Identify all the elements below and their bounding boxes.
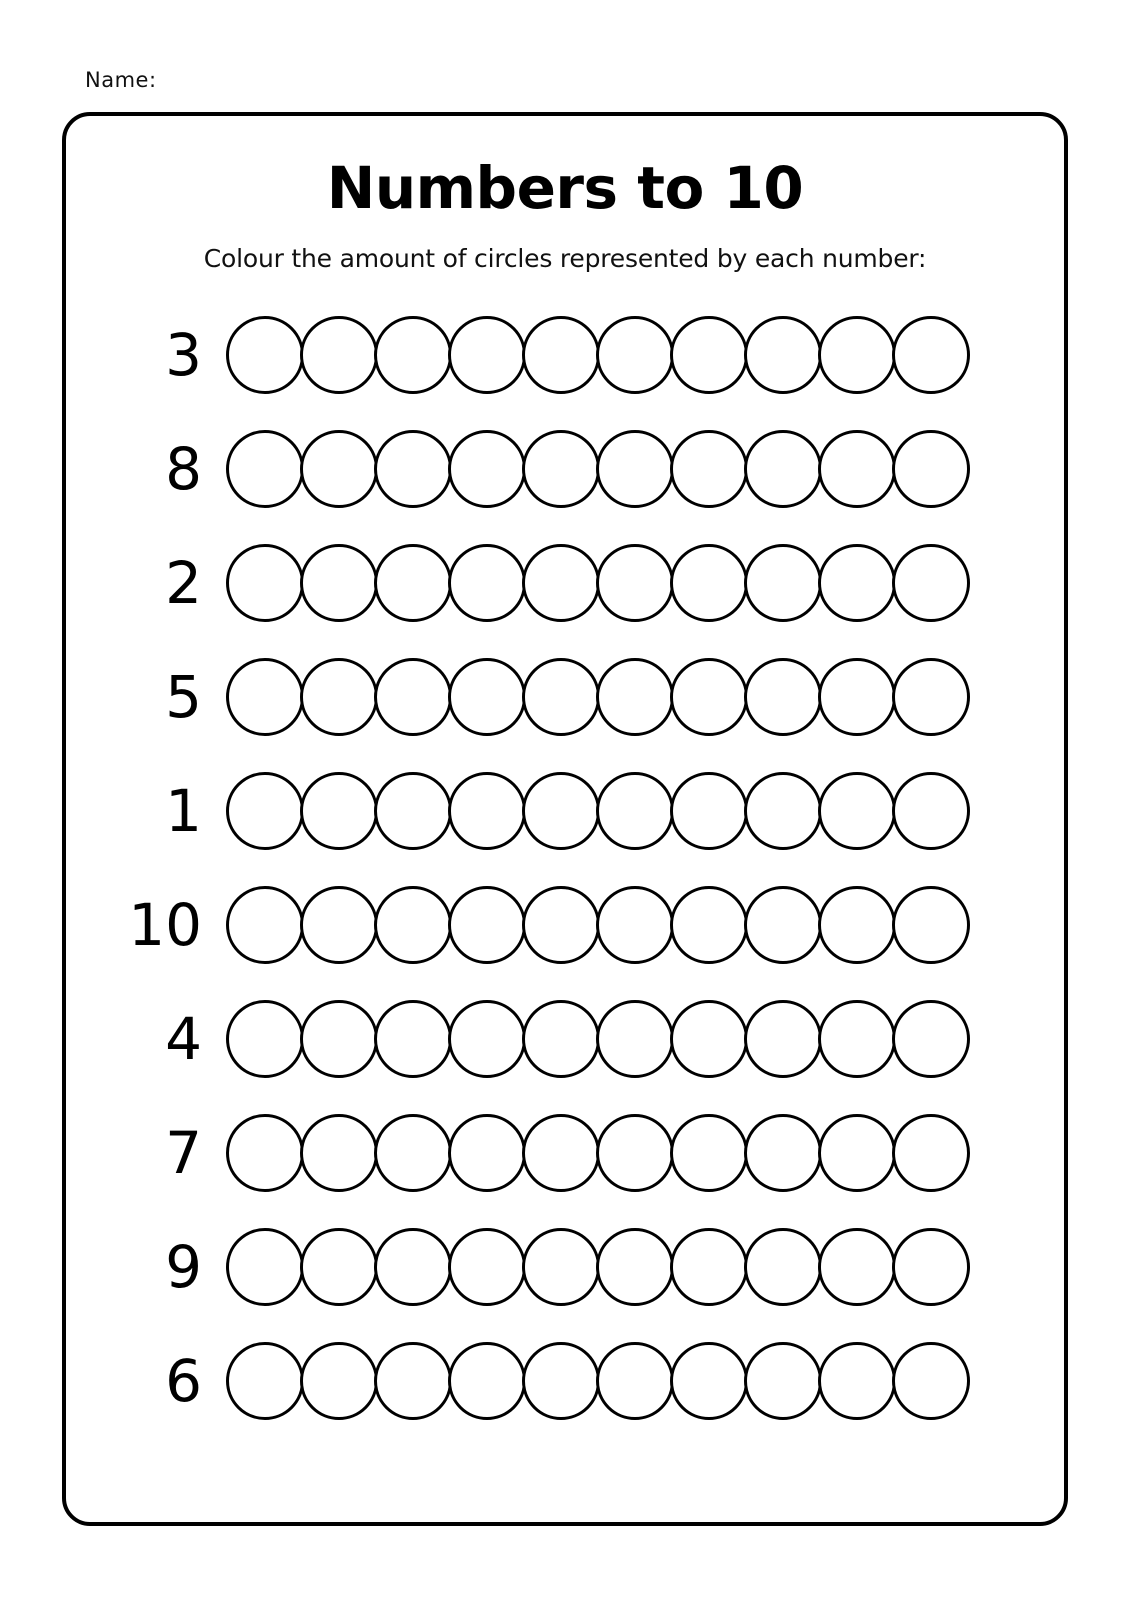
colour-circle[interactable]: [300, 1228, 378, 1306]
colour-circle[interactable]: [596, 316, 674, 394]
colour-circle[interactable]: [448, 544, 526, 622]
worksheet-row: [66, 868, 1064, 982]
colour-circle[interactable]: [300, 772, 378, 850]
colour-circle[interactable]: [744, 430, 822, 508]
colour-circle[interactable]: [448, 772, 526, 850]
colour-circle[interactable]: [374, 1342, 452, 1420]
worksheet-row: [66, 412, 1064, 526]
colour-circle[interactable]: [596, 1228, 674, 1306]
colour-circle[interactable]: [670, 544, 748, 622]
worksheet-row: [66, 1324, 1064, 1438]
colour-circle[interactable]: [818, 1342, 896, 1420]
colour-circle[interactable]: [374, 430, 452, 508]
colour-circle[interactable]: [892, 1342, 970, 1420]
row-number: 1: [165, 777, 202, 845]
colour-circle[interactable]: [818, 1114, 896, 1192]
colour-circle[interactable]: [818, 886, 896, 964]
colour-circle[interactable]: [448, 1342, 526, 1420]
colour-circle[interactable]: [522, 544, 600, 622]
circle-group: [226, 544, 1064, 622]
colour-circle[interactable]: [744, 1114, 822, 1192]
colour-circle[interactable]: [818, 658, 896, 736]
colour-circle[interactable]: [818, 1228, 896, 1306]
circle-group: [226, 1342, 1064, 1420]
colour-circle[interactable]: [448, 316, 526, 394]
worksheet-row: [66, 982, 1064, 1096]
colour-circle[interactable]: [670, 658, 748, 736]
row-number: 6: [165, 1347, 202, 1415]
colour-circle[interactable]: [892, 1228, 970, 1306]
colour-circle[interactable]: [818, 430, 896, 508]
colour-circle[interactable]: [744, 886, 822, 964]
colour-circle[interactable]: [892, 430, 970, 508]
colour-circle[interactable]: [892, 772, 970, 850]
page-title: Numbers to 10: [326, 154, 804, 222]
colour-circle[interactable]: [596, 658, 674, 736]
row-number: 10: [128, 891, 202, 959]
colour-circle[interactable]: [226, 1114, 304, 1192]
circle-group: [226, 886, 1064, 964]
colour-circle[interactable]: [522, 658, 600, 736]
colour-circle[interactable]: [374, 1000, 452, 1078]
row-number: 5: [165, 663, 202, 731]
row-number: 7: [165, 1119, 202, 1187]
colour-circle[interactable]: [522, 886, 600, 964]
worksheet-row: [66, 526, 1064, 640]
colour-circle[interactable]: [744, 1342, 822, 1420]
circle-group: [226, 430, 1064, 508]
colour-circle[interactable]: [892, 544, 970, 622]
colour-circle[interactable]: [300, 1000, 378, 1078]
colour-circle[interactable]: [226, 886, 304, 964]
circle-group: [226, 316, 1064, 394]
circle-group: [226, 1228, 1064, 1306]
colour-circle[interactable]: [226, 1000, 304, 1078]
colour-circle[interactable]: [374, 772, 452, 850]
colour-circle[interactable]: [892, 886, 970, 964]
colour-circle[interactable]: [744, 1000, 822, 1078]
worksheet-row: [66, 754, 1064, 868]
circle-group: [226, 658, 1064, 736]
colour-circle[interactable]: [226, 544, 304, 622]
colour-circle[interactable]: [448, 430, 526, 508]
colour-circle[interactable]: [522, 430, 600, 508]
colour-circle[interactable]: [522, 772, 600, 850]
colour-circle[interactable]: [374, 544, 452, 622]
colour-circle[interactable]: [226, 1342, 304, 1420]
colour-circle[interactable]: [744, 772, 822, 850]
colour-circle[interactable]: [596, 430, 674, 508]
colour-circle[interactable]: [596, 1000, 674, 1078]
colour-circle[interactable]: [744, 1228, 822, 1306]
colour-circle[interactable]: [522, 1000, 600, 1078]
colour-circle[interactable]: [596, 1342, 674, 1420]
colour-circle[interactable]: [818, 544, 896, 622]
instruction-text: Colour the amount of circles represented by each number:: [203, 244, 927, 273]
colour-circle[interactable]: [226, 430, 304, 508]
colour-circle[interactable]: [300, 1342, 378, 1420]
circle-group: [226, 772, 1064, 850]
worksheet-row: [66, 1096, 1064, 1210]
colour-circle[interactable]: [374, 658, 452, 736]
worksheet-row: [66, 1210, 1064, 1324]
row-number: 3: [165, 321, 202, 389]
colour-circle[interactable]: [596, 886, 674, 964]
colour-circle[interactable]: [300, 1114, 378, 1192]
colour-circle[interactable]: [670, 1114, 748, 1192]
colour-circle[interactable]: [892, 1000, 970, 1078]
colour-circle[interactable]: [226, 1228, 304, 1306]
colour-circle[interactable]: [300, 886, 378, 964]
colour-circle[interactable]: [670, 1228, 748, 1306]
colour-circle[interactable]: [448, 886, 526, 964]
colour-circle[interactable]: [522, 1342, 600, 1420]
name-label: Name:: [85, 68, 157, 92]
colour-circle[interactable]: [670, 316, 748, 394]
colour-circle[interactable]: [670, 1000, 748, 1078]
colour-circle[interactable]: [448, 1000, 526, 1078]
colour-circle[interactable]: [892, 316, 970, 394]
colour-circle[interactable]: [522, 1228, 600, 1306]
colour-circle[interactable]: [744, 544, 822, 622]
colour-circle[interactable]: [226, 316, 304, 394]
row-number: 4: [165, 1005, 202, 1073]
colour-circle[interactable]: [744, 658, 822, 736]
circle-group: [226, 1114, 1064, 1192]
worksheet-row: [66, 640, 1064, 754]
colour-circle[interactable]: [670, 430, 748, 508]
colour-circle[interactable]: [374, 1114, 452, 1192]
colour-circle[interactable]: [448, 1228, 526, 1306]
colour-circle[interactable]: [892, 658, 970, 736]
circle-group: [226, 1000, 1064, 1078]
colour-circle[interactable]: [892, 1114, 970, 1192]
colour-circle[interactable]: [818, 316, 896, 394]
colour-circle[interactable]: [596, 772, 674, 850]
row-number: 2: [165, 549, 202, 617]
colour-circle[interactable]: [226, 658, 304, 736]
colour-circle[interactable]: [670, 772, 748, 850]
colour-circle[interactable]: [744, 316, 822, 394]
row-number: 8: [165, 435, 202, 503]
colour-circle[interactable]: [300, 658, 378, 736]
colour-circle[interactable]: [448, 658, 526, 736]
colour-circle[interactable]: [596, 544, 674, 622]
colour-circle[interactable]: [374, 886, 452, 964]
colour-circle[interactable]: [300, 544, 378, 622]
colour-circle[interactable]: [670, 1342, 748, 1420]
colour-circle[interactable]: [374, 1228, 452, 1306]
exercise-rows: [66, 298, 1064, 1438]
colour-circle[interactable]: [522, 316, 600, 394]
colour-circle[interactable]: [522, 1114, 600, 1192]
colour-circle[interactable]: [448, 1114, 526, 1192]
colour-circle[interactable]: [818, 772, 896, 850]
worksheet-row: [66, 298, 1064, 412]
colour-circle[interactable]: [226, 772, 304, 850]
colour-circle[interactable]: [374, 316, 452, 394]
colour-circle[interactable]: [300, 316, 378, 394]
colour-circle[interactable]: [670, 886, 748, 964]
colour-circle[interactable]: [596, 1114, 674, 1192]
colour-circle[interactable]: [300, 430, 378, 508]
row-number: 9: [165, 1233, 202, 1301]
colour-circle[interactable]: [818, 1000, 896, 1078]
worksheet-frame: [62, 112, 1068, 1526]
